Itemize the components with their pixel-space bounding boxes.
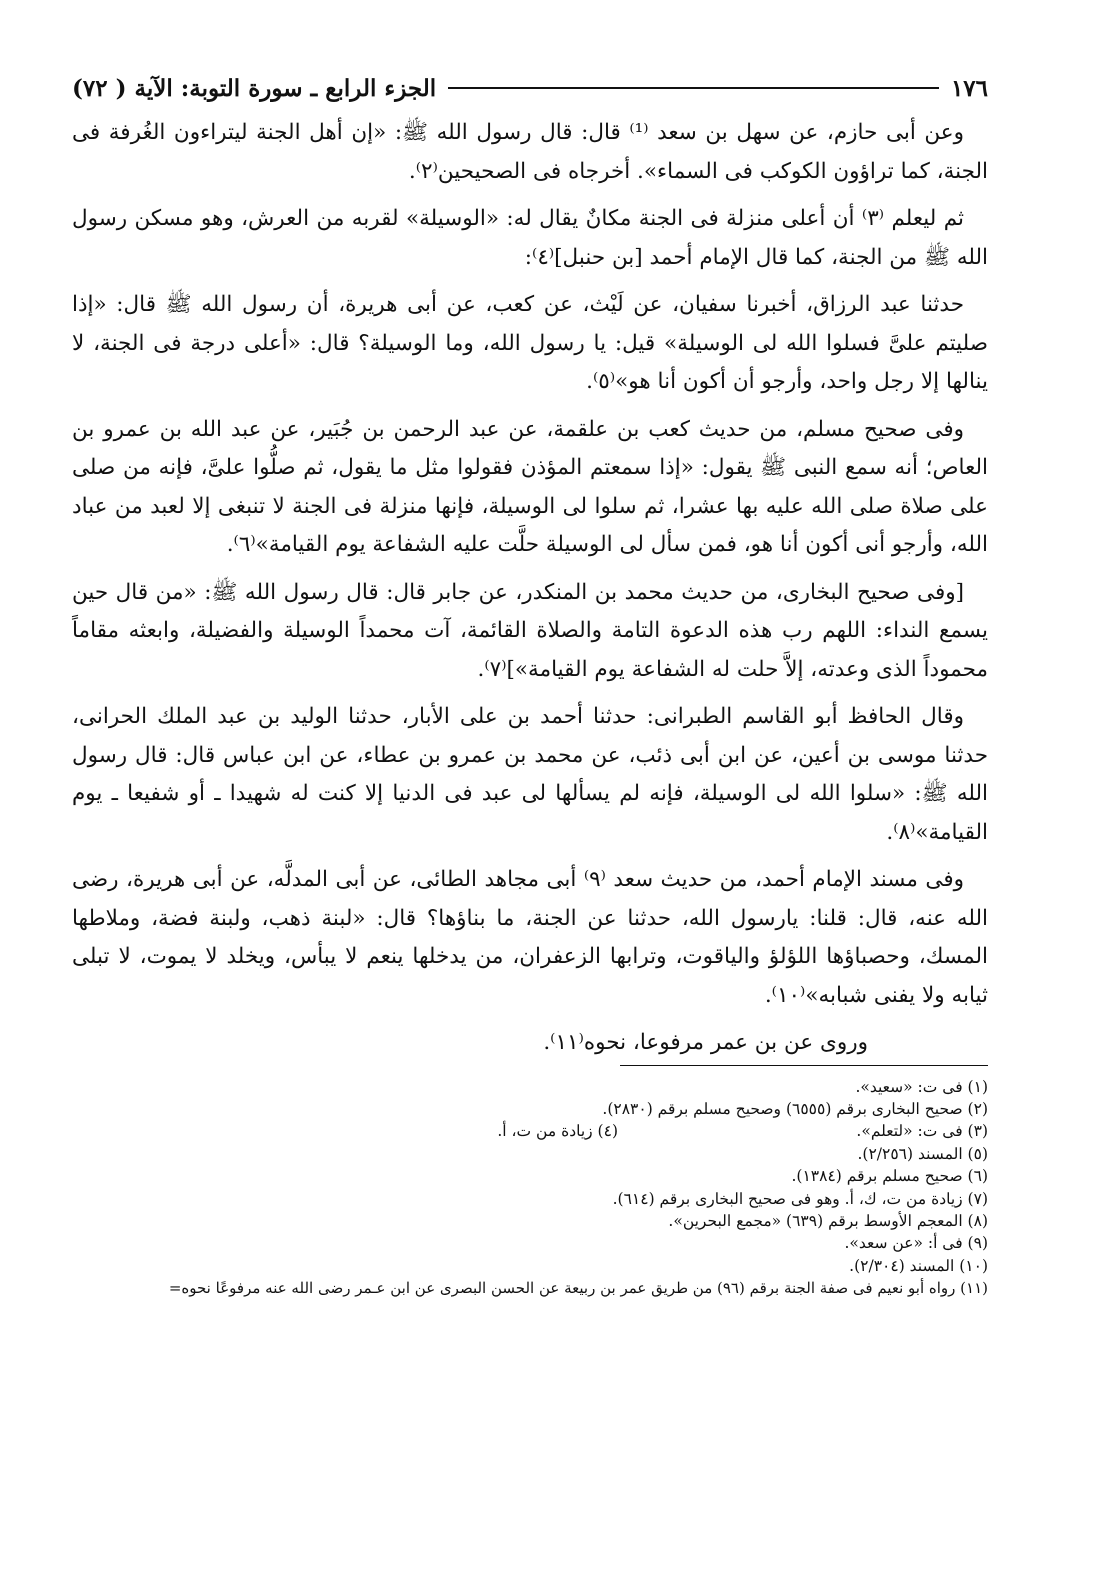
footnote-8: (٨) المعجم الأوسط برقم (٦٣٩) «مجمع البحرين». [668,1211,988,1230]
footnote-10: (١٠) المسند (٢/٣٠٤). [849,1256,988,1275]
footnote-rule [620,1065,988,1066]
page-number: ١٧٦ [950,74,988,102]
main-text [72,114,988,1063]
footnote-1: (١) فى ت: «سعيد». [855,1077,988,1096]
footnote-row-3-4 [72,1120,988,1142]
paragraph: وفى مسند الإمام أحمد، من حديث سعد ⁽٩⁾ أبى مجاهد الطائى، عن أبى المدلَّه، عن أبى هريرة، رضى الله عنه، قال: قلنا: يارسول الله، حدثنا عن الجنة، ما بناؤها؟ قال: «لبنة ذهب، ولبنة فضة، وملاطها المسك، وحصباؤها اللؤلؤ والياقوت، وترابها الزعفران، من يدخلها ينعم لا يبأس، ويخلد لا يموت، لا تبلى ثيابه ولا يفنى شبابه»⁽١٠⁾. [72,867,988,1008]
paragraph: حدثنا عبد الرزاق، أخبرنا سفيان، عن لَيْث، عن كعب، عن أبى هريرة، أن رسول الله ﷺ قال: «إذا صليتم علىَّ فسلوا الله لى الوسيلة» قيل: يا رسول الله، وما الوسيلة؟ قال: «أعلى درجة فى الجنة، لا ينالها إلا رجل واحد، وأرجو أن أكون أنا هو»⁽٥⁾. [72,292,988,394]
book-page [72,70,988,1300]
paragraph: ثم ليعلم ⁽٣⁾ أن أعلى منزلة فى الجنة مكانٌ يقال له: «الوسيلة» لقربه من العرش، وهو مسكن رسول الله ﷺ من الجنة، كما قال الإمام أحمد [بن حنبل]⁽٤⁾: [72,206,988,270]
footnotes [72,1076,988,1300]
footnote-9: (٩) فى أ: «عن سعد». [844,1234,988,1253]
footnote-11: (١١) رواه أبو نعيم فى صفة الجنة برقم (٩٦) من طريق عمر بن ربيعة عن الحسن البصرى عن ابن عـمر رضى الله عنه مرفوعًا نحوه= [168,1279,988,1298]
paragraph: وعن أبى حازم، عن سهل بن سعد ⁽¹⁾ قال: قال رسول الله ﷺ: «إن أهل الجنة ليتراءون الغُرفة فى الجنة، كما تراؤون الكوكب فى السماء». أخرجاه فى الصحيحين⁽٢⁾. [72,120,988,184]
footnote-3: (٣) فى ت: «لتعلم». [856,1122,988,1141]
closing-line: وروى عن بن عمر مرفوعا، نحوه⁽١١⁾. [543,1030,868,1055]
running-title: الجزء الرابع ـ سورة التوبة: الآية ( ٧٢) [72,74,437,102]
footnote-7: (٧) زيادة من ت، ك، أ. وهو فى صحيح البخارى برقم (٦١٤). [612,1189,988,1208]
paragraph: وفى صحيح مسلم، من حديث كعب بن علقمة، عن عبد الرحمن بن جُبَير، عن عبد الله بن عمرو بن العاص؛ أنه سمع النبى ﷺ يقول: «إذا سمعتم المؤذن فقولوا مثل ما يقول، ثم صلُّوا علىَّ، فإنه من صلى على صلاة صلى الله عليه بها عشرا، ثم سلوا لى الوسيلة، فإنها منزلة فى الجنة لا تنبغى إلا لعبد من عباد الله، وأرجو أنى أكون أنا هو، فمن سأل لى الوسيلة حلَّت عليه الشفاعة يوم القيامة»⁽٦⁾. [72,416,988,557]
header-rule [448,87,939,89]
footnote-6: (٦) صحيح مسلم برقم (١٣٨٤). [791,1167,988,1186]
footnote-4: (٤) زيادة من ت، أ. [497,1122,618,1141]
footnote-2: (٢) صحيح البخارى برقم (٦٥٥٥) وصحيح مسلم برقم (٢٨٣٠). [602,1099,988,1118]
page-header [72,70,988,106]
paragraph: [وفى صحيح البخارى، من حديث محمد بن المنكدر، عن جابر قال: قال رسول الله ﷺ: «من قال حين يسمع النداء: اللهم رب هذه الدعوة التامة والصلاة القائمة، آت محمداً الوسيلة والفضيلة، وابعثه مقاماً محموداً الذى وعدته، إلاَّ حلت له الشفاعة يوم القيامة»]⁽٧⁾. [72,579,988,682]
paragraph: وقال الحافظ أبو القاسم الطبرانى: حدثنا أحمد بن على الأبار، حدثنا الوليد بن عبد الملك الحرانى، حدثنا موسى بن أعين، عن ابن أبى ذئب، عن محمد بن عمرو بن عطاء، عن ابن عباس قال: قال رسول الله ﷺ: «سلوا الله لى الوسيلة، فإنه لم يسألها لى عبد فى الدنيا إلا كنت له شهيدا ـ أو شفيعا ـ يوم القيامة»⁽٨⁾. [72,704,988,845]
footnote-5: (٥) المسند (٢/٢٥٦). [857,1144,988,1163]
